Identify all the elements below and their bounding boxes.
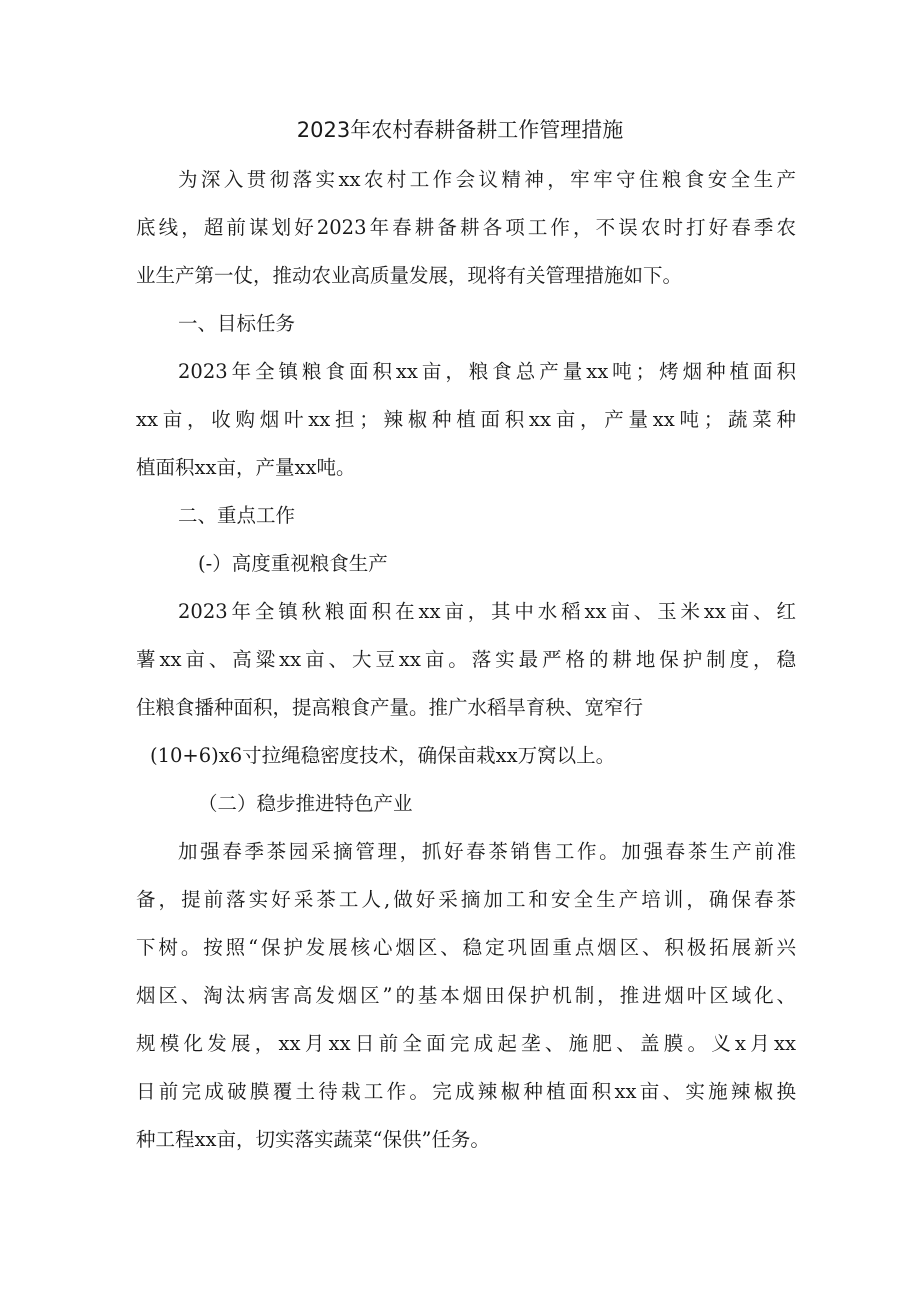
paragraph-line: 住粮食播种面积，提高粮食产量。推广水稻旱育秧、宽窄行 xyxy=(136,696,644,719)
paragraph-line: 薯xx亩、高粱xx亩、大豆xx亩。落实最严格的耕地保护制度，稳 xyxy=(136,648,796,671)
document-title: 2023年农村春耕备耕工作管理措施 xyxy=(296,118,624,142)
paragraph-line: 2023年全镇粮食面积xx亩，粮食总产量xx吨；烤烟种植面积 xyxy=(178,360,796,383)
paragraph-line: 2023年全镇秋粮面积在xx亩，其中水稻xx亩、玉米xx亩、红 xyxy=(178,600,796,623)
paragraph-line: 加强春季茶园采摘管理，抓好春茶销售工作。加强春茶生产前准 xyxy=(178,840,796,863)
paragraph-line: 底线，超前谋划好2023年春耕备耕各项工作，不误农时打好春季农 xyxy=(136,216,796,239)
paragraph-line: 规模化发展，xx月xx日前全面完成起垄、施肥、盖膜。义x月xx xyxy=(136,1032,796,1055)
paragraph-line: xx亩，收购烟叶xx担；辣椒种植面积xx亩，产量xx吨；蔬菜种 xyxy=(136,408,796,431)
subsection-heading: (-）高度重视粮食生产 xyxy=(198,552,388,575)
paragraph-line: 业生产第一仗，推动农业高质量发展，现将有关管理措施如下。 xyxy=(136,264,683,287)
paragraph-line: 下树。按照“保护发展核心烟区、稳定巩固重点烟区、积极拓展新兴 xyxy=(136,936,796,959)
paragraph-line: 植面积xx亩，产量xx吨。 xyxy=(136,456,356,479)
paragraph-line: 种工程xx亩，切实落实蔬菜“保供”任务。 xyxy=(136,1128,490,1151)
paragraph-line: 备，提前落实好采茶工人,做好采摘加工和安全生产培训，确保春茶 xyxy=(136,888,796,911)
paragraph-line: 烟区、淘汰病害高发烟区”的基本烟田保护机制，推进烟叶区域化、 xyxy=(136,984,796,1007)
subsection-heading: （二）稳步推进特色产业 xyxy=(198,792,413,815)
section-heading: 二、重点工作 xyxy=(178,504,296,527)
paragraph-line: 日前完成破膜覆土待栽工作。完成辣椒种植面积xx亩、实施辣椒换 xyxy=(136,1080,796,1103)
paragraph-line: 为深入贯彻落实xx农村工作会议精神，牢牢守住粮食安全生产 xyxy=(178,168,796,191)
paragraph-line: (10+6)x6寸拉绳稳密度技术，确保亩栽xx万窝以上。 xyxy=(150,744,616,767)
section-heading: 一、目标任务 xyxy=(178,312,296,335)
